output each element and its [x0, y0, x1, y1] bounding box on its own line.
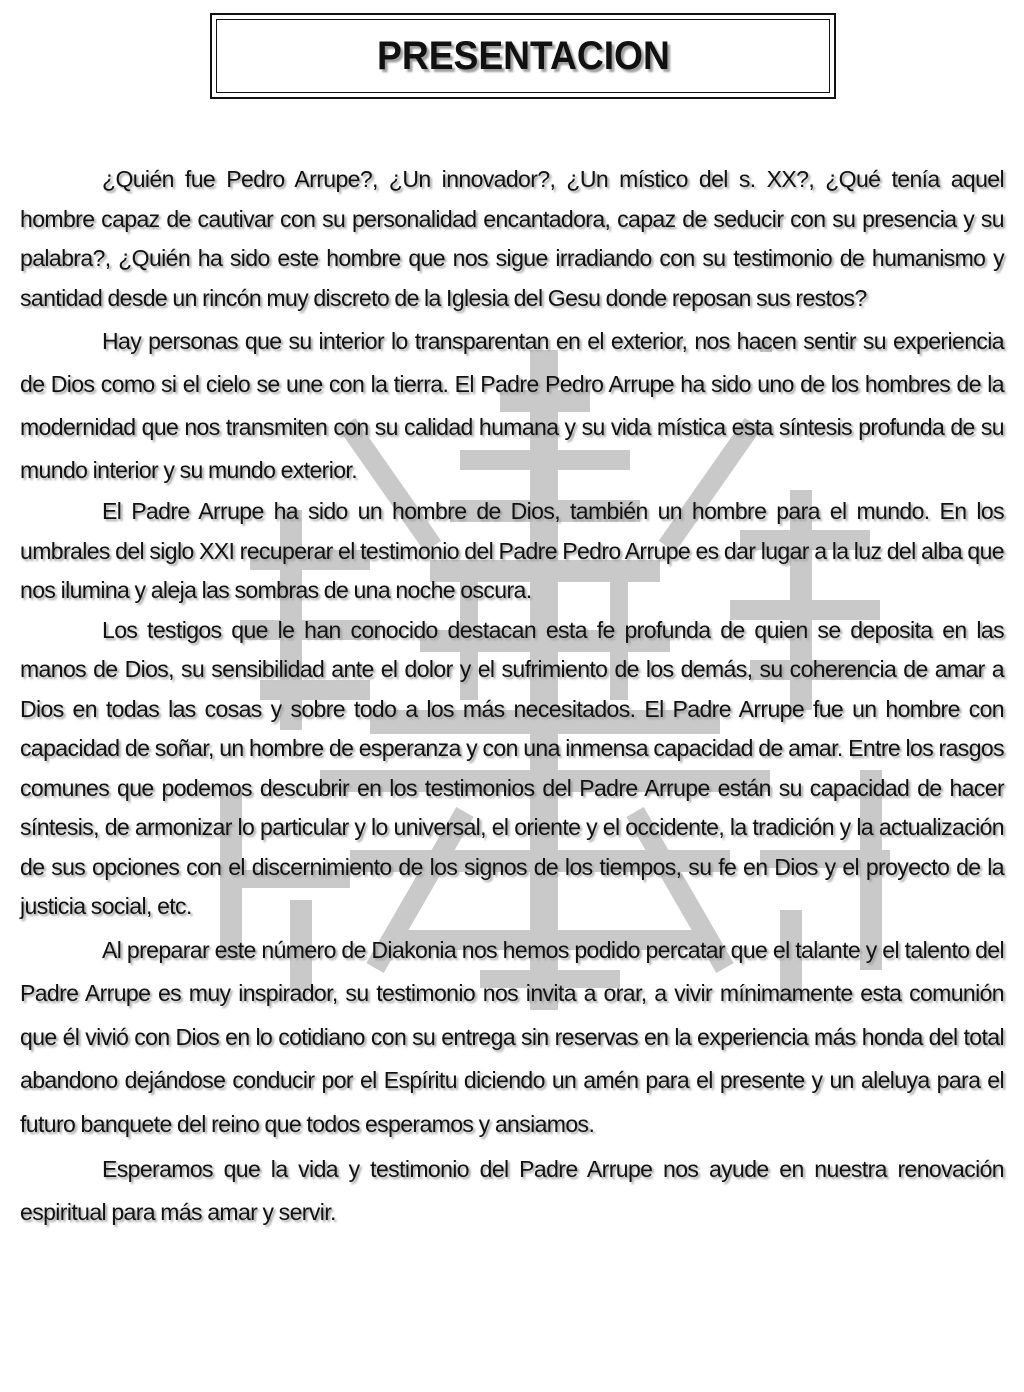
page-title: PRESENTACION	[376, 33, 670, 78]
title-box-inner	[216, 19, 830, 93]
paragraph-1: ¿Quién fue Pedro Arrupe?, ¿Un innovador?, ¿Un místico del s. XX?, ¿Qué tenía aquel hombre capaz de cautivar con su personalidad encantadora, capaz de seducir con su presencia y su palabra?, ¿Quién ha sido este hombre que nos sigue irradiando con su testimonio de humanismo y santidad desde un rincón muy discreto de la Iglesia del Gesu donde reposan sus restos?	[20, 166, 1004, 311]
title-box	[210, 13, 836, 99]
paragraph-3: El Padre Arrupe ha sido un hombre de Dios, también un hombre para el mundo. En los umbrales del siglo XXI recuperar el testimonio del Padre Pedro Arrupe es dar lugar a la luz del alba que nos ilumina y aleja las sombras de una noche oscura.	[20, 498, 1004, 603]
paragraph-2: Hay personas que su interior lo transparentan en el exterior, nos hacen sentir su experiencia de Dios como si el cielo se une con la tierra. El Padre Pedro Arrupe ha sido uno de los hombres de la modernidad que nos transmiten con su calidad humana y su vida mística esta síntesis profunda de su mundo interior y su mundo exterior.	[20, 328, 1004, 483]
body-text	[20, 160, 1004, 1234]
paragraph-4: Los testigos que le han conocido destacan esta fe profunda de quien se deposita en las manos de Dios, su sensibilidad ante el dolor y el sufrimiento de los demás, su coherencia de amar a Dios en todas las cosas y sobre todo a los más necesitados. El Padre Arrupe fue un hombre con capacidad de soñar, un hombre de esperanza y con una inmensa capacidad de amar. Entre los rasgos comunes que podemos descubrir en los testimonios del Padre Arrupe están su capacidad de hacer síntesis, de armonizar lo particular y lo universal, el oriente y el occidente, la tradición y la actualización de sus opciones con el discernimiento de los signos de los tiempos, su fe en Dios y el proyecto de la justicia social, etc.	[20, 616, 1004, 919]
paragraph-6: Esperamos que la vida y testimonio del Padre Arrupe nos ayude en nuestra renovación espiritual para más amar y servir.	[20, 1156, 1004, 1225]
paragraph-5: Al preparar este número de Diakonia nos hemos podido percatar que el talante y el talento del Padre Arrupe es muy inspirador, su testimonio nos invita a orar, a vivir mínimamente esta comunión que él vivió con Dios en lo cotidiano con su entrega sin reservas en la experiencia más honda del total abandono dejándose conducir por el Espíritu diciendo un amén para el presente y un aleluya para el futuro banquete del reino que todos esperamos y ansiamos.	[20, 936, 1004, 1137]
